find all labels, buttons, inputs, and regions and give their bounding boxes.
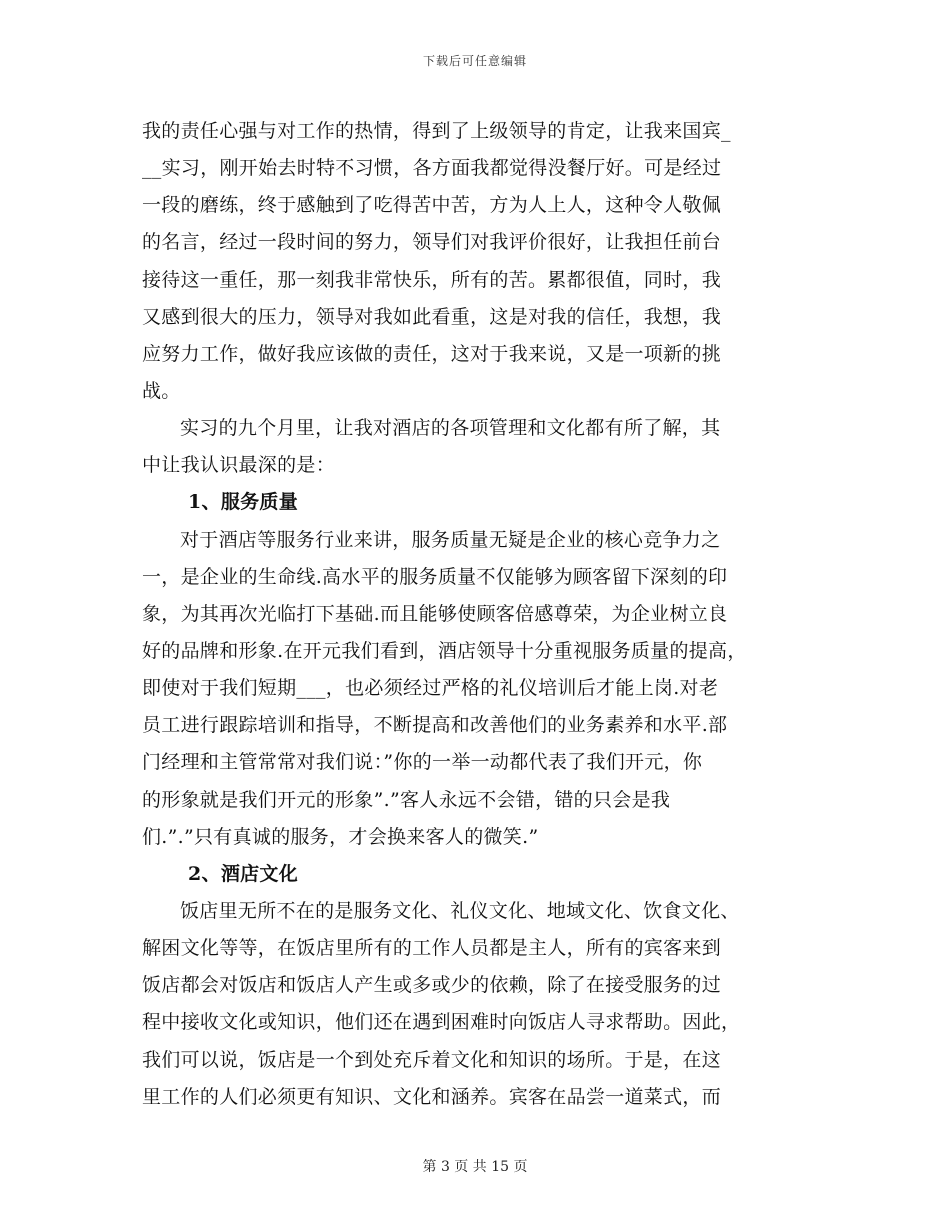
- text-line: 程中接收文化或知识，他们还在遇到困难时向饭店人寻求帮助。因此，: [142, 1011, 741, 1034]
- text-line: 战。: [142, 379, 181, 402]
- page-header-note: 下载后可任意编辑: [422, 54, 527, 68]
- text-line: 里工作的人们必须更有知识、文化和涵养。宾客在品尝一道菜式，而: [142, 1085, 722, 1108]
- text-line: 一，是企业的生命线.高水平的服务质量不仅能够为顾客留下深刻的印: [142, 565, 728, 588]
- page-number-footer: 第 3 页 共 15 页: [422, 1159, 528, 1175]
- text-line: 一段的磨练，终于感触到了吃得苦中苦，方为人上人，这种令人敬佩: [142, 194, 722, 217]
- text-line: 接待这一重任，那一刻我非常快乐，所有的苦。累都很值，同时，我: [142, 268, 722, 291]
- text-line: 象，为其再次光临打下基础.而且能够使顾客倍感尊荣，为企业树立良: [142, 602, 728, 625]
- text-line: 饭店都会对饭店和饭店人产生或多或少的依赖，除了在接受服务的过: [142, 974, 722, 997]
- text-line: 又感到很大的压力，领导对我如此看重，这是对我的信任，我想，我: [142, 305, 722, 328]
- paragraph-start-line: 实习的九个月里，让我对酒店的各项管理和文化都有所了解，其: [180, 417, 721, 440]
- paragraph-start-line: 对于酒店等服务行业来讲，服务质量无疑是企业的核心竞争力之: [180, 528, 721, 551]
- text-line: 应努力工作，做好我应该做的责任，这对于我来说，又是一项新的挑: [142, 342, 722, 365]
- text-line: 解困文化等等，在饭店里所有的工作人员都是主人，所有的宾客来到: [142, 937, 722, 960]
- text-line: 员工进行跟踪培训和指导，不断提高和改善他们的业务素养和水平.部: [142, 714, 728, 737]
- text-line: 们.”.”只有真诚的服务，才会换来客人的微笑.”: [142, 825, 539, 848]
- section-heading-hotel-culture: 2、酒店文化: [188, 862, 299, 885]
- text-line: __实习，刚开始去时特不习惯，各方面我都觉得没餐厅好。可是经过: [142, 157, 722, 180]
- text-line: 中让我认识最深的是：: [142, 454, 336, 477]
- text-line: 即使对于我们短期___，也必须经过严格的礼仪培训后才能上岗.对老: [142, 677, 719, 700]
- text-line: 我们可以说，饭店是一个到处充斥着文化和知识的场所。于是，在这: [142, 1048, 722, 1071]
- document-body: [142, 113, 802, 1116]
- text-line: 好的品牌和形象.在开元我们看到，酒店领导十分重视服务质量的提高，: [142, 639, 747, 662]
- text-line: 的名言，经过一段时间的努力，领导们对我评价很好，让我担任前台: [142, 231, 722, 254]
- paragraph-start-line: 饭店里无所不在的是服务文化、礼仪文化、地域文化、饮食文化、: [180, 899, 740, 922]
- text-line: 我的责任心强与对工作的热情，得到了上级领导的肯定，让我来国宾_: [142, 120, 731, 142]
- text-line: 门经理和主管常常对我们说：”你的一举一动都代表了我们开元，你: [142, 751, 703, 774]
- section-heading-service-quality: 1、服务质量: [188, 491, 299, 514]
- text-line: 的形象就是我们开元的形象”.”客人永远不会错，错的只会是我: [142, 788, 671, 811]
